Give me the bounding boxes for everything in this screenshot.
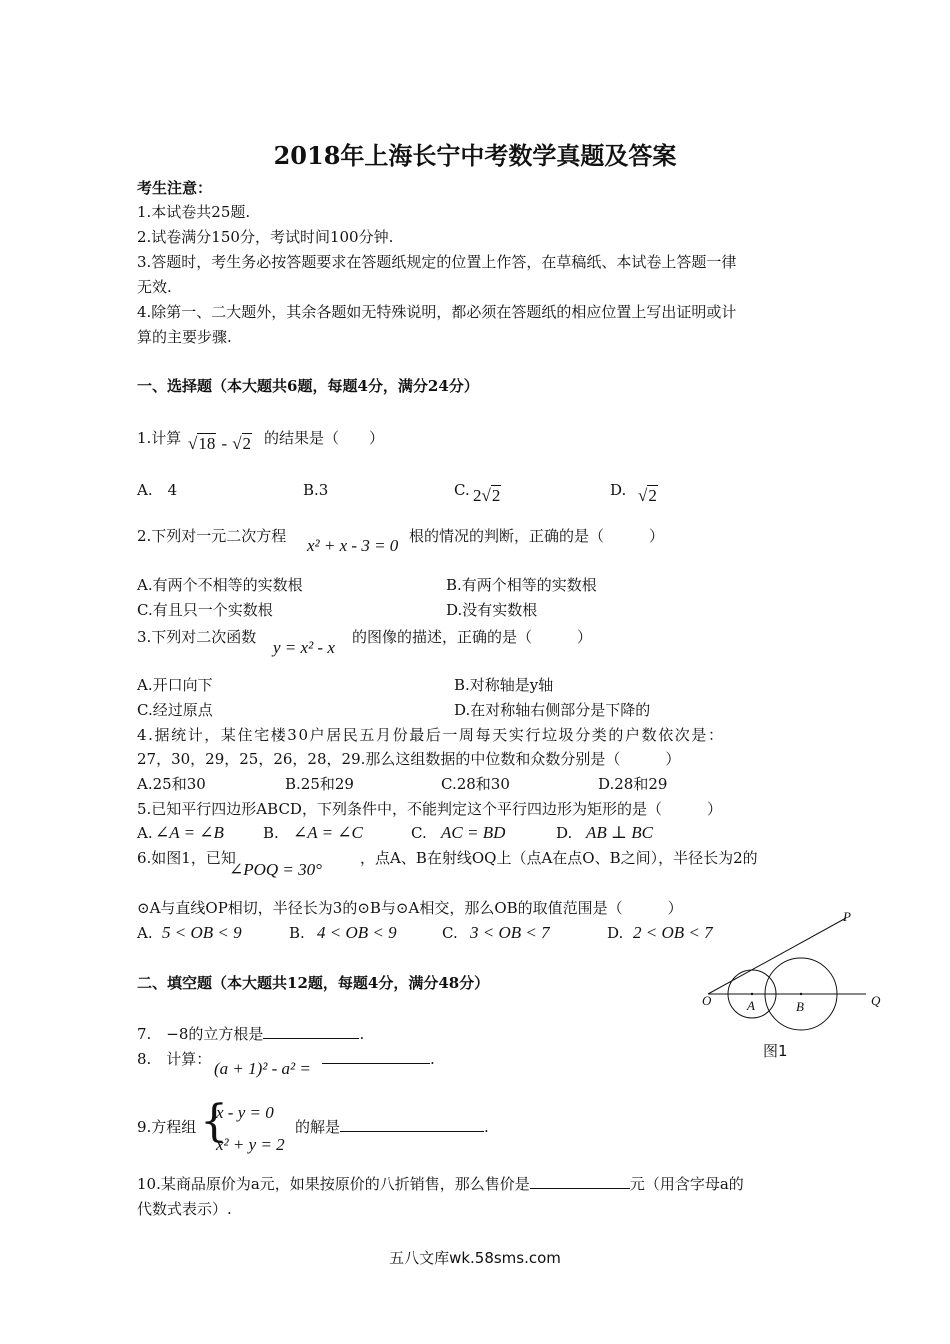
q1-suffix: 的结果是（ ） <box>264 429 385 447</box>
point-b <box>800 993 802 995</box>
q2-option-b: B.有两个相等的实数根 <box>446 576 597 594</box>
q8-expression: (a + 1)² - a² = <box>214 1059 311 1078</box>
q2-equation: x² + x - 3 = 0 <box>307 536 399 555</box>
q1-option-d-label: D. <box>610 481 627 499</box>
q3-option-b: B.对称轴是y轴 <box>454 676 554 694</box>
q5-option-b-expr: ∠A = ∠C <box>293 823 363 842</box>
ray-op <box>708 918 846 994</box>
q1-option-d-expr: √2 <box>638 486 657 505</box>
q1-option-b: B.3 <box>303 481 329 499</box>
page-title: 2018年上海长宁中考数学真题及答案 <box>273 141 677 170</box>
q6-option-c-expr: 3 < OB < 7 <box>470 923 550 942</box>
q3-suffix: 的图像的描述，正确的是（ ） <box>352 628 593 646</box>
label-p: P <box>843 909 851 924</box>
q8-prefix: 8. 计算： <box>137 1050 212 1068</box>
q5-option-d-expr: AB ⊥ BC <box>586 823 653 842</box>
notice-heading: 考生注意： <box>137 179 213 197</box>
q1-expression: √18 - √2 <box>188 434 252 453</box>
q8-answer-blank[interactable] <box>322 1047 430 1064</box>
q10-line-1: 10.某商品原价为a元，如果按原价的八折销售，那么售价是 元（用含字母a的 <box>137 1172 744 1196</box>
q9-answer-blank[interactable] <box>340 1115 484 1132</box>
footer-watermark: 五八文库wk.58sms.com <box>389 1249 561 1267</box>
q1-option-c-expr: 2√2 <box>473 486 501 505</box>
q6-option-a-expr: 5 < OB < 9 <box>162 923 242 942</box>
q10-answer-blank[interactable] <box>530 1172 630 1189</box>
q3-option-d: D.在对称轴右侧部分是下降的 <box>454 701 651 719</box>
q5-option-c-expr: AC = BD <box>441 823 506 842</box>
notice-line-4: 无效. <box>137 278 172 296</box>
q4-option-d: D.28和29 <box>598 775 668 793</box>
q1-option-c-label: C. <box>454 481 470 499</box>
q1-option-a: A. 4 <box>137 481 178 499</box>
q8-answer: . <box>322 1047 435 1071</box>
q9-prefix: 9.方程组 <box>137 1118 197 1136</box>
q4-option-a: A.25和30 <box>137 775 206 793</box>
notice-line-2: 2.试卷满分150分，考试时间100分钟. <box>137 228 394 246</box>
q6-option-c-label: C. <box>442 924 458 942</box>
q5-text: 5.已知平行四边形ABCD，下列条件中，不能判定这个平行四边形为矩形的是（ ） <box>137 800 722 818</box>
q5-option-a-label: A. <box>137 824 153 842</box>
q10-line-2: 代数式表示）. <box>137 1200 232 1218</box>
point-a <box>751 993 753 995</box>
q7-text: 7. −8的立方根是 . <box>137 1022 364 1046</box>
q6-option-a-label: A. <box>137 924 153 942</box>
figure-1-caption: 图1 <box>763 1042 788 1060</box>
q4-option-b: B.25和29 <box>285 775 354 793</box>
q2-prefix: 2.下列对一元二次方程 <box>137 527 287 545</box>
q6-option-d-expr: 2 < OB < 7 <box>633 923 713 942</box>
q6-option-d-label: D. <box>607 924 624 942</box>
section2-heading: 二、填空题（本大题共12题，每题4分，满分48分） <box>137 974 490 992</box>
section1-heading: 一、选择题（本大题共6题，每题4分，满分24分） <box>137 377 479 395</box>
q5-option-c-label: C. <box>411 824 427 842</box>
q1-prefix: 1.计算 <box>137 429 182 447</box>
q3-option-a: A.开口向下 <box>137 676 213 694</box>
label-o: O <box>702 993 712 1008</box>
q2-option-d: D.没有实数根 <box>446 601 538 619</box>
q6-prefix: 6.如图1，已知 <box>137 849 236 867</box>
label-q: Q <box>871 993 881 1008</box>
q9-brace: { <box>200 1096 228 1147</box>
q9-equation-1: x - y = 0 <box>216 1103 274 1122</box>
q5-option-d-label: D. <box>556 824 573 842</box>
q6-suffix: ，点A、B在射线OQ上（点A在点O、B之间），半径长为2的 <box>360 849 758 867</box>
label-a: A <box>747 998 755 1013</box>
notice-line-3: 3.答题时，考生务必按答题要求在答题纸规定的位置上作答，在草稿纸、本试卷上答题一律 <box>137 253 737 271</box>
q7-answer-blank[interactable] <box>263 1022 359 1039</box>
q2-option-c: C.有且只一个实数根 <box>137 601 273 619</box>
notice-line-5: 4.除第一、二大题外，其余各题如无特殊说明，都必须在答题纸的相应位置上写出证明或计 <box>137 303 737 321</box>
q3-option-c: C.经过原点 <box>137 701 213 719</box>
q9-equation-2: x² + y = 2 <box>216 1135 285 1154</box>
q5-option-a-expr: ∠A = ∠B <box>155 823 224 842</box>
q5-option-b-label: B. <box>263 824 279 842</box>
q6-option-b-expr: 4 < OB < 9 <box>317 923 397 942</box>
q4-line-2: 27，30，29，25，26，28，29.那么这组数据的中位数和众数分别是（ ） <box>137 750 681 768</box>
q4-option-c: C.28和30 <box>441 775 510 793</box>
label-b: B <box>796 999 804 1014</box>
figure-1-diagram <box>698 905 888 1035</box>
q3-prefix: 3.下列对二次函数 <box>137 628 257 646</box>
q6-option-b-label: B. <box>289 924 305 942</box>
q6-line-2: ⊙A与直线OP相切，半径长为3的⊙B与⊙A相交，那么OB的取值范围是（ ） <box>137 899 683 917</box>
q9-answer: 的解是 . <box>295 1115 489 1139</box>
q2-suffix: 根的情况的判断，正确的是（ ） <box>409 527 665 545</box>
notice-line-1: 1.本试卷共25题. <box>137 203 251 221</box>
notice-line-6: 算的主要步骤. <box>137 328 232 346</box>
q6-angle: ∠POQ = 30° <box>229 860 322 879</box>
q3-function: y = x² - x <box>273 638 335 657</box>
q2-option-a: A.有两个不相等的实数根 <box>137 576 303 594</box>
q4-line-1: 4.据统计，某住宅楼30户居民五月份最后一周每天实行垃圾分类的户数依次是： <box>137 726 725 744</box>
